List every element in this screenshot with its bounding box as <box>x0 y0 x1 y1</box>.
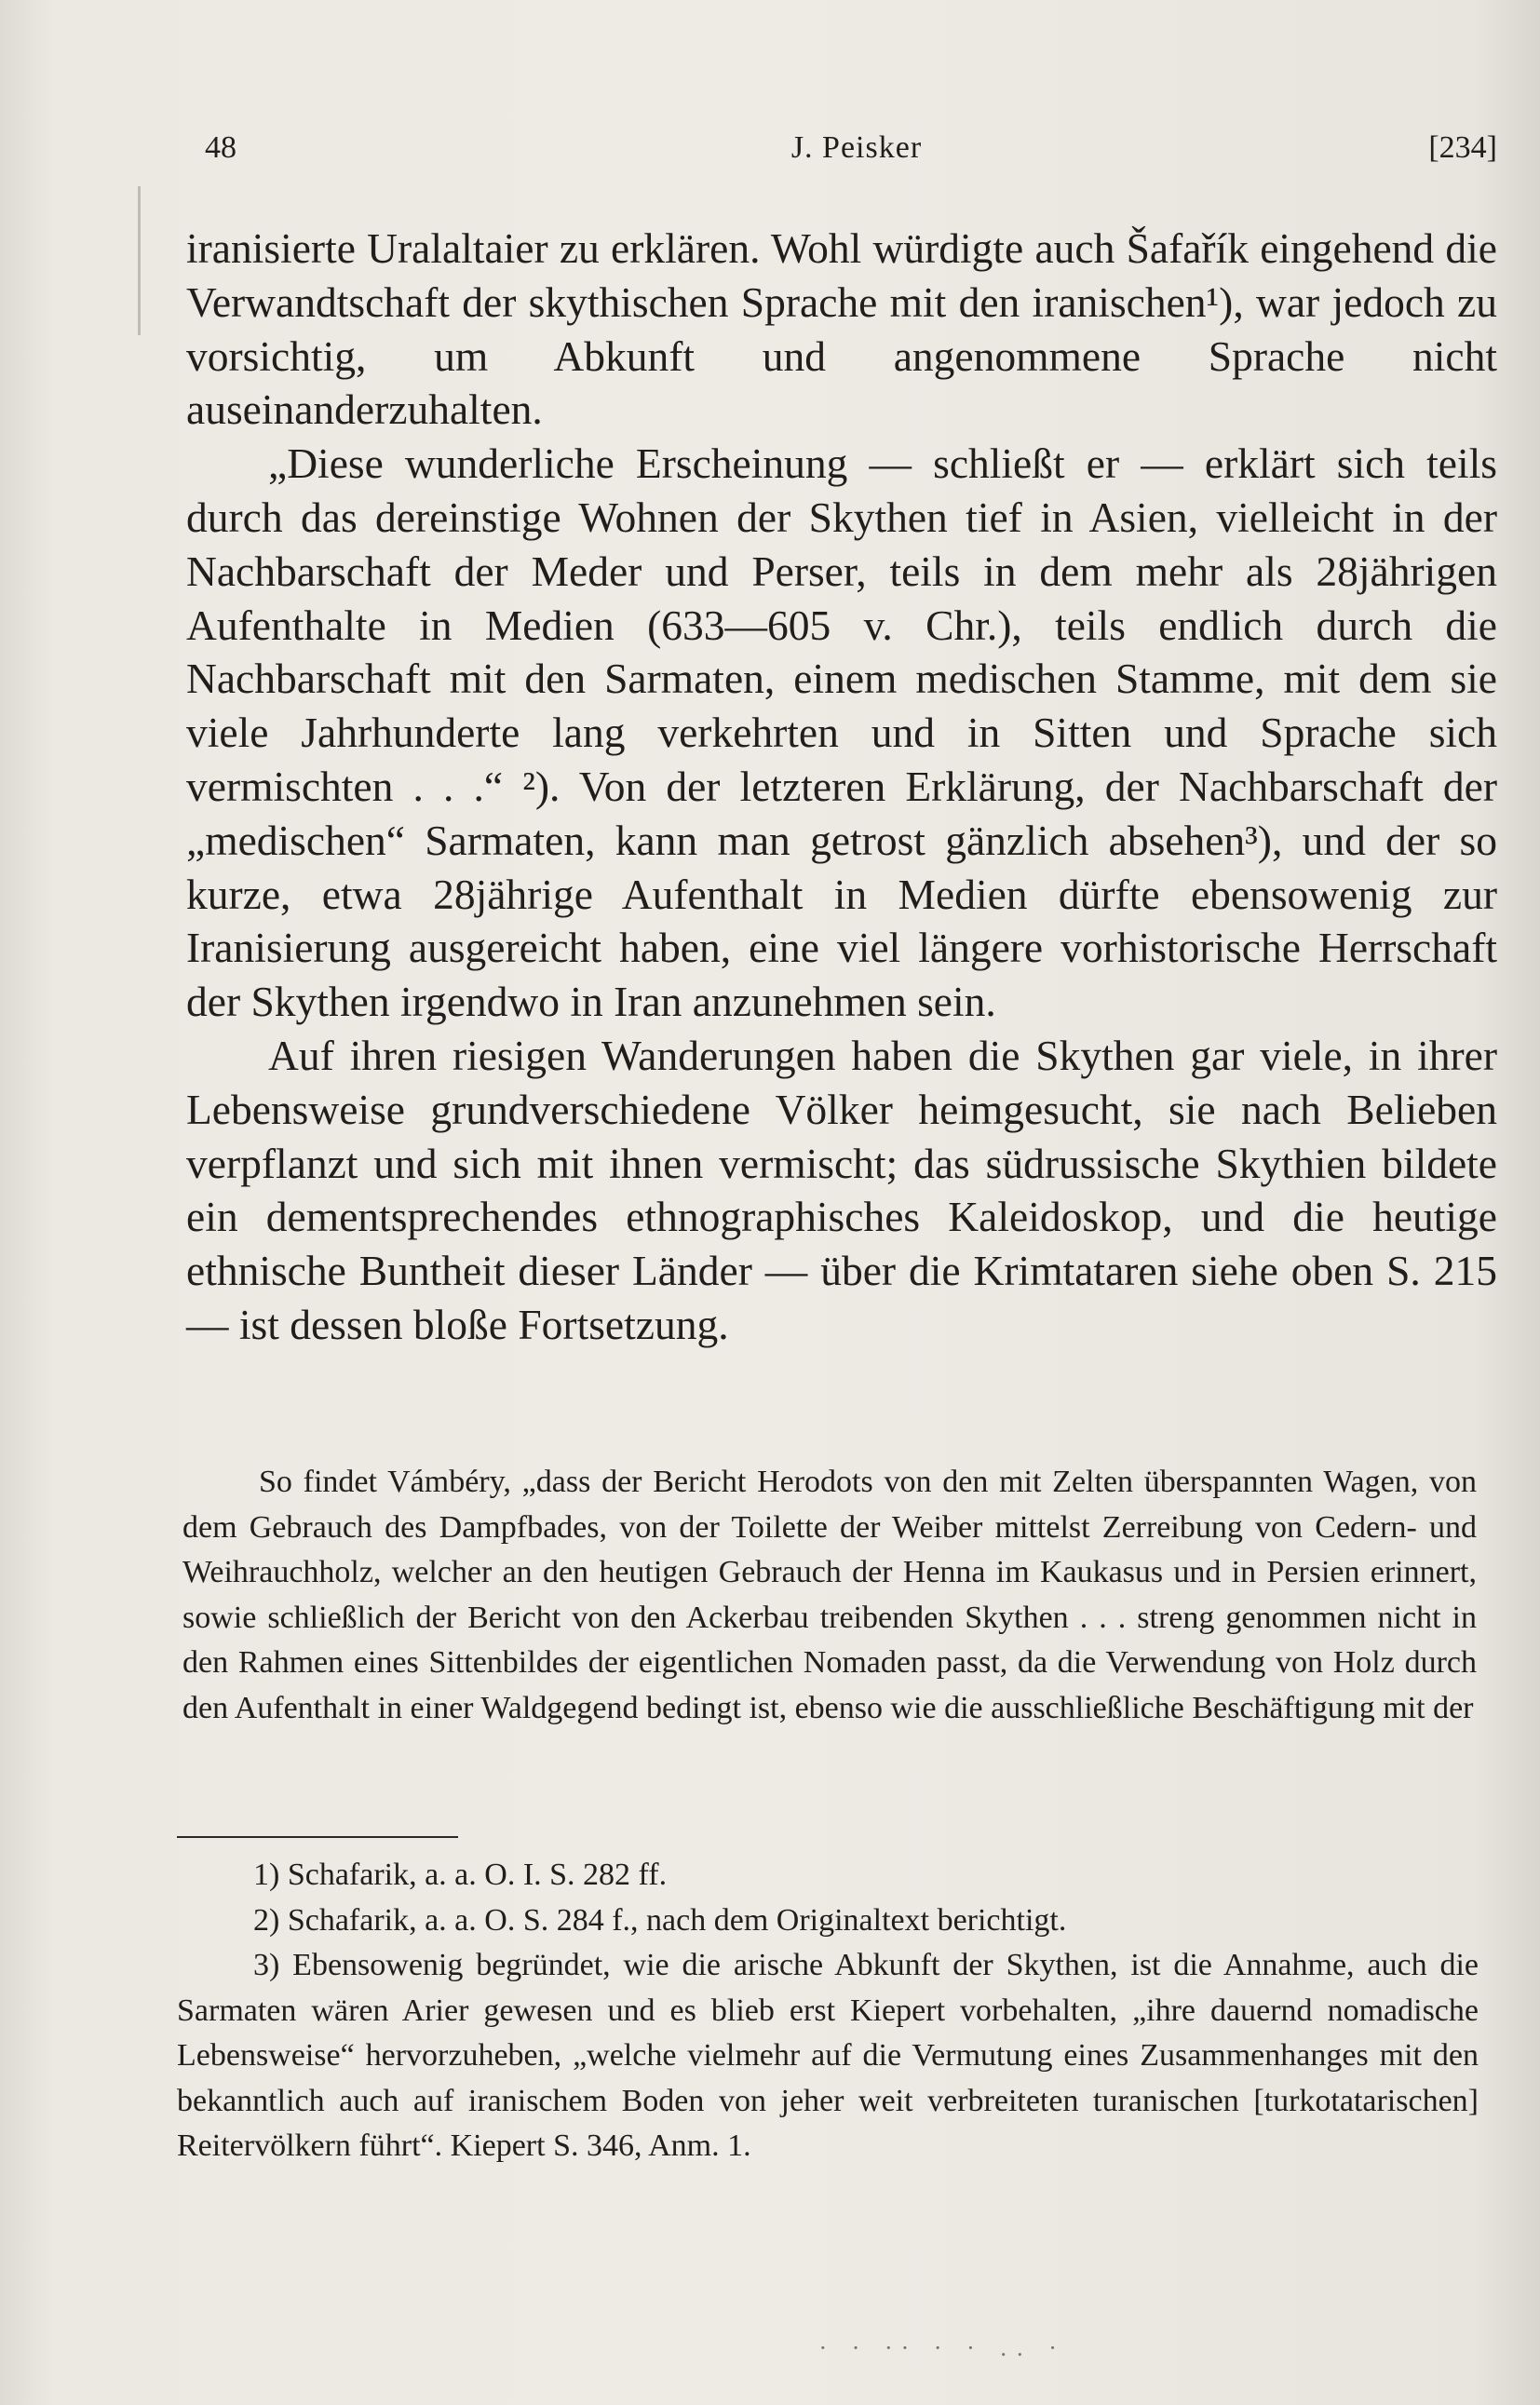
page-number: 48 <box>205 130 236 165</box>
footnotes <box>177 1853 1479 2169</box>
paragraph-2: „Diese wunderliche Erscheinung — schließt er — erklärt sich teils durch das dereinstige Wohnen der Skythen tief in Asien, vielleicht in der Nachbarschaft der Meder und Perser, teils in dem mehr als 28jährigen Aufenthalte in Medien (633—605 v. Chr.), teils endlich durch die Nachbarschaft mit den Sarmaten, einem medischen Stamme, mit dem sie viele Jahrhunderte lang verkehrten und in Sitten und Sprache sich vermischten . . .“ ²). Von der letzteren Erklärung, der Nachbarschaft der „medischen“ Sarmaten, kann man getrost gänzlich absehen³), und der so kurze, etwa 28jährige Aufenthalt in Medien dürfte ebensowenig zur Iranisierung ausgereicht haben, eine viel längere vorhistorische Herrschaft der Skythen irgendwo in Iran anzunehmen sein. <box>186 439 1497 1026</box>
paragraph-3: Auf ihren riesigen Wanderungen haben die Skythen gar viele, in ihrer Lebensweise grundverschiedene Völker heimgesucht, sie nach Belieben verpflanzt und sich mit ihnen vermischt; das südrussische Skythien bildete ein dementsprechendes ethnographisches Kaleidoskop, und die heutige ethnische Buntheit dieser Länder — über die Krimtataren siehe oben S. 215 — ist dessen bloße Fortsetzung. <box>186 1031 1497 1348</box>
small-print-quotation: So findet Vámbéry, „dass der Bericht Herodots von den mit Zelten überspannten Wagen, von dem Gebrauch des Dampfbades, von der Toilette der Weiber mittelst Zerreibung von Cedern- und Weihrauchholz, welcher an den heutigen Gebrauch der Henna im Kaukasus und in Persien erinnert, sowie schließlich der Bericht von den Ackerbau treibenden Skythen . . . streng genommen nicht in den Rahmen eines Sittenbildes der eigentlichen Nomaden passt, da die Verwendung von Holz durch den Aufenthalt in einer Waldgegend bedingt ist, ebenso wie die ausschließliche Beschäftigung mit der <box>182 1465 1477 1725</box>
paragraph-1: iranisierte Uralaltaier zu erklären. Wohl würdigte auch Šafařík eingehend die Verwandtschaft der skythischen Sprache mit den iranischen¹), war jedoch zu vorsichtig, um Abkunft und angenommene Sprache nicht auseinanderzuhalten. <box>186 224 1497 434</box>
running-head-author: J. Peisker <box>790 130 923 165</box>
main-text <box>186 222 1497 1352</box>
original-page-number: [234] <box>1428 130 1497 165</box>
footnote-2: 2) Schafarik, a. a. O. S. 284 f., nach dem Originaltext berichtigt. <box>253 1902 1067 1938</box>
footnote-3: 3) Ebensowenig begründet, wie die arische Abkunft der Skythen, ist die Annahme, auch die Sarmaten wären Arier gewesen und es blieb erst Kiepert vorbehalten, „ihre dauernd nomadische Lebensweise“ hervorzuheben, „welche vielmehr auf die Vermutung eines Zusammenhanges mit den bekanntlich auch auf iranischem Boden von jeher weit verbreiteten turanischen [turkotatarischen] Reitervölkern führt“. Kiepert S. 346, Anm. 1. <box>177 1948 1479 2163</box>
footnote-separator <box>177 1836 458 1838</box>
footnote-1: 1) Schafarik, a. a. O. I. S. 282 ff. <box>253 1858 668 1892</box>
margin-pencil-mark <box>138 186 141 335</box>
print-specks: · · ·· · · .. · <box>819 2335 1066 2361</box>
running-header <box>205 130 1497 186</box>
